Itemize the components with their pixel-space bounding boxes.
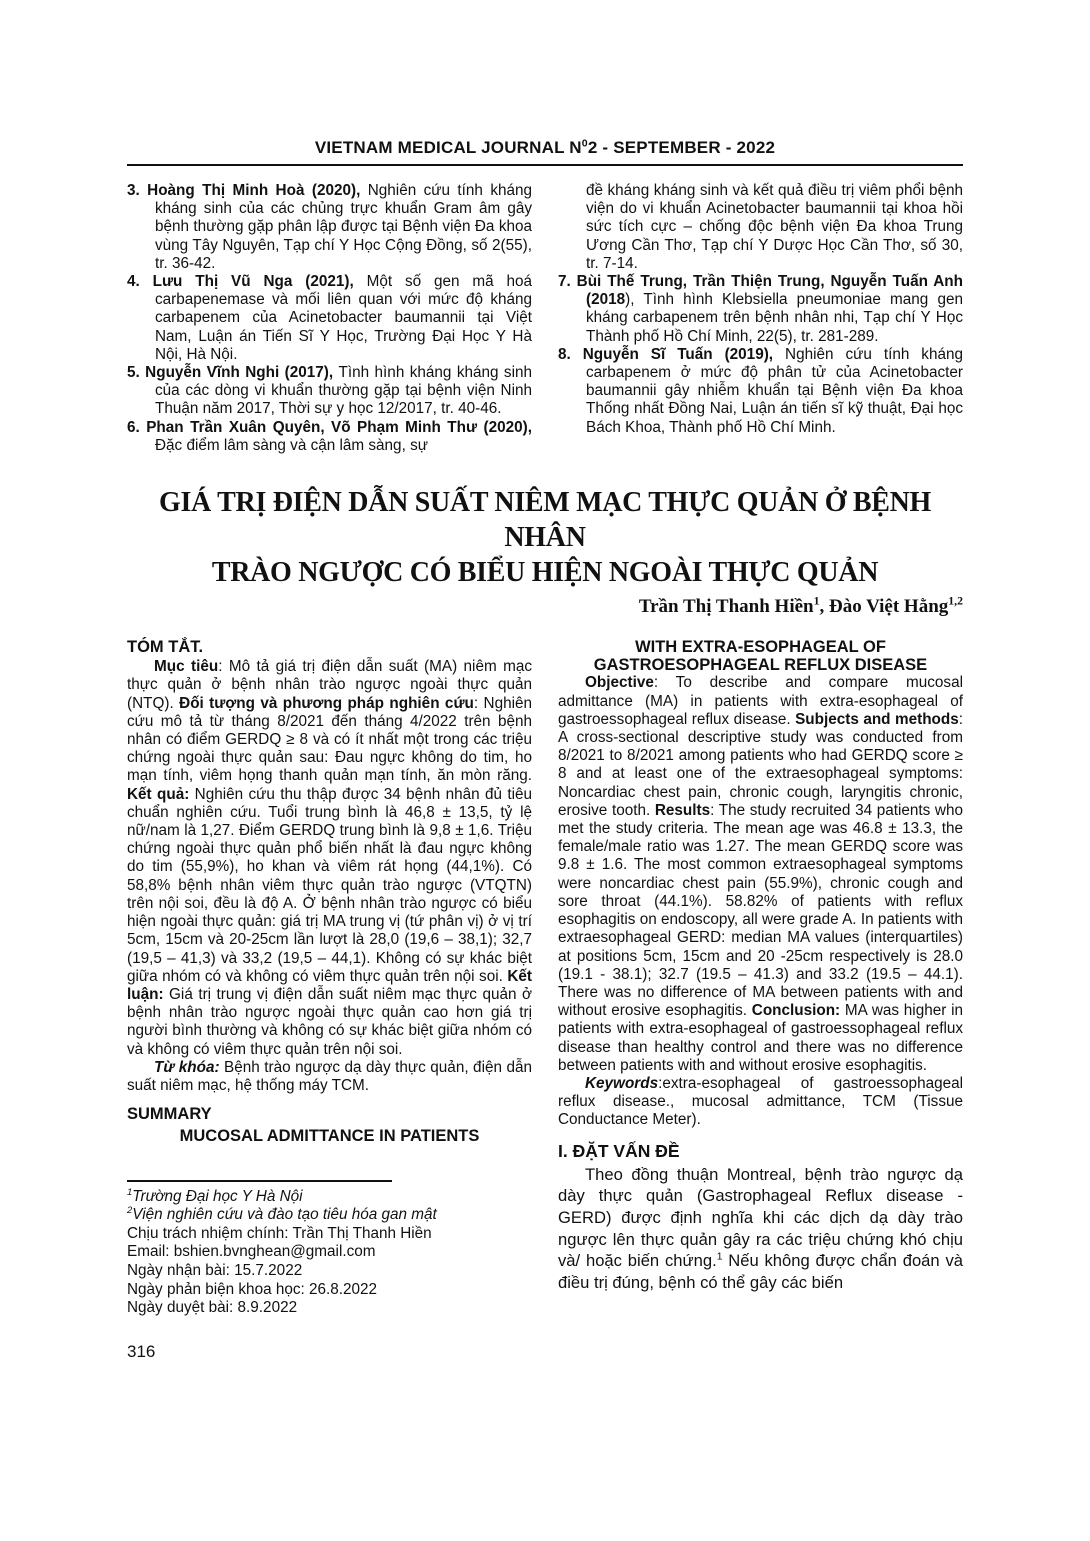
column-right: [558, 638, 963, 1318]
abstract-heading-vi: TÓM TẮT.: [127, 638, 204, 657]
reference-item: 6. Phan Trần Xuân Quyên, Võ Phạm Minh Thư (2020), Đặc điểm lâm sàng và cận lâm sàng, sự: [127, 418, 532, 454]
page-content: [127, 138, 963, 1318]
footnote-block: [127, 1188, 532, 1318]
abstract-body-vi: Mục tiêu: Mô tả giá trị điện dẫn suất (MA) niêm mạc thực quản ở bệnh nhân trào ngược ngoài thực quản (NTQ). Đối tượng và phương pháp nghiên cứu: Nghiên cứu mô tả từ tháng 8/2021 đến tháng 4/2022 trên bệnh nhân có điểm GERDQ ≥ 8 và có ít nhất một trong các triệu chứng ngoài thực quản sau: Đau ngực không do tim, ho mạn tính, viêm họng thanh quản mạn tính, ăn mòn răng. Kết quả: Nghiên cứu thu thập được 34 bệnh nhân đủ tiêu chuẩn nghiên cứu. Tuổi trung bình là 46,8 ± 13,5, tỷ lệ nữ/nam là 1,27. Điểm GERDQ trung bình là 9,8 ± 1,6. Triệu chứng ngoài thực quản phổ biến nhất là đau ngực không do tim (55,9%), ho khan và viêm rát họng (44,1%). Có 58,8% bệnh nhân viêm thực quản trào ngược (VTQTN) trên nội soi, đều là độ A. Ở bệnh nhân trào ngược có biểu hiện ngoài thực quản: giá trị MA trung vị (tứ phân vị) ở vị trí 5cm, 15cm và 20-25cm lần lượt là 28,0 (19,6 – 38,1); 32,7 (19,5 – 41,3) và 33,2 (19,5 – 44,1). Không có sự khác biệt giữa nhóm có và không có viêm thực quản trên nội soi. Kết luận: Giá trị trung vị điện dẫn suất niêm mạc thực quản ở bệnh nhân trào ngược ngoài thực quản cao hơn giá trị người bình thường và không có sự khác biệt giữa nhóm có và không có viêm thực quản trên nội soi.: [127, 658, 533, 1058]
reference-item: 3. Hoàng Thị Minh Hoà (2020), Nghiên cứu tính kháng kháng sinh của các chủng trực khuẩn Gram âm gây bệnh thường gặp phân lập được tại Bệnh viện Đa khoa vùng Tây Nguyên, Tạp chí Y Học Cộng Đồng, số 2(55), tr. 36-42.: [127, 182, 532, 272]
reference-item-continuation: đề kháng kháng sinh và kết quả điều trị viêm phổi bệnh viện do vi khuẩn Acinetobacter baumannii tại khoa hồi sức tích cực – chống độc bệnh viện Đa khoa Trung Ương Cần Thơ, Tạp chí Y Dược Học Cần Thơ, số 30, tr. 7-14.: [586, 182, 963, 272]
english-title-line-3: GASTROESOPHAGEAL REFLUX DISEASE: [593, 656, 928, 675]
journal-header: VIETNAM MEDICAL JOURNAL $N^02$ - SEPTEMBER - 2022: [314, 137, 776, 157]
article-title-line-1: GIÁ TRỊ ĐIỆN DẪN SUẤT NIÊM MẠC THỰC QUẢN Ở BỆNH NHÂN: [158, 487, 932, 554]
reference-item: 5. Nguyễn Vĩnh Nghi (2017), Tình hình kháng kháng sinh của các dòng vi khuẩn thường gặp tại bệnh viện Ninh Thuận năm 2017, Thời sự y học 12/2017, tr. 40-46.: [127, 364, 532, 418]
english-title-line-2: WITH EXTRA-ESOPHAGEAL OF: [635, 638, 886, 657]
reviewed-date-line: Ngày phản biện khoa học: 26.8.2022: [127, 1280, 378, 1298]
corresponding-author-line: Chịu trách nhiệm chính: Trần Thị Thanh Hiền: [127, 1224, 432, 1242]
email-line: Email: bshien.bvnghean@gmail.com: [127, 1243, 376, 1261]
authors-line: Trần Thị Thanh Hiền$^1$, Đào Việt Hằng$^{1,2}$: [638, 594, 963, 618]
article-title-vietnamese: [127, 485, 963, 590]
keywords-en: Keywords:extra-esophageal of gastroessophageal reflux disease., mucosal admittance, TCM (Tissue Conductance Meter).: [558, 1074, 963, 1129]
affiliation-1: $^1$Trường Đại học Y Hà Nội: [127, 1186, 303, 1205]
page-number: 316: [127, 1342, 156, 1361]
abstract-body-en: Objective: To describe and compare mucosal admittance (MA) in patients with extra-esophageal of gastroessophageal reflux disease. Subjects and methods: A cross-sectional descriptive study was conducted from 8/2021 to 8/2021 among patients who had GERDQ score ≥ 8 and at least one of the extraesophageal symptoms: Noncardiac chest pain, chronic cough, laryngitis chronic, erosive tooth. Results: The study recruited 34 patients who met the study criteria. The mean age was 46.8 ± 13.3, the female/male ratio was 1.27. The mean GERDQ score was 9.8 ± 1.6. The most common extraesophageal symptoms were noncardiac chest pain (55.9%), chronic cough and sore throat (44.1%). 58.82% of patients with reflux esophagitis on endoscopy, all were grade A. In patients with extraesophageal GERD: median MA values (interquartiles) at positions 5cm, 15cm and 20 -25cm respectively is 28.0 (19.1 - 38.1); 32.7 (19.5 – 41.3) and 33.2 (19.5 – 44.1). There was no difference of MA between patients with and without erosive esophagitis. Conclusion: MA was higher in patients with extra-esophageal of gastroessophageal reflux disease than healthy control and there was no difference between patients with and without erosive esophagitis.: [558, 674, 964, 1074]
footnote-separator: [127, 1180, 392, 1182]
received-date-line: Ngày nhận bài: 15.7.2022: [127, 1261, 303, 1279]
article-body: [127, 638, 963, 1318]
reference-item: 8. Nguyễn Sĩ Tuấn (2019), Nghiên cứu tính kháng carbapenem ở mức độ phân tử của Acinetobacter baumannii gây nhiễm khuẩn tại Bệnh viện Đa khoa Thống nhất Đồng Nai, Luận án tiến sĩ kỹ thuật, Đại học Bách Khoa, Thành phố Hồ Chí Minh.: [558, 345, 963, 436]
references-column-left: [127, 182, 532, 455]
column-left: [127, 638, 532, 1318]
article-title-line-2: TRÀO NGƯỢC CÓ BIỂU HIỆN NGOÀI THỰC QUẢN: [211, 557, 879, 589]
introduction-heading: I. ĐẶT VẤN ĐỀ: [558, 1140, 680, 1161]
accepted-date-line: Ngày duyệt bài: 8.9.2022: [127, 1299, 298, 1317]
header-rule: [127, 164, 963, 166]
reference-item: 7. Bùi Thế Trung, Trần Thiện Trung, Nguyễn Tuấn Anh (2018), Tình hình Klebsiella pneumoniae mang gen kháng carbapenem trên bệnh nhân nhi, Tạp chí Y Học Thành phố Hồ Chí Minh, 22(5), tr. 281-289.: [558, 273, 963, 345]
summary-heading: SUMMARY: [127, 1105, 212, 1124]
introduction-paragraph: Theo đồng thuận Montreal, bệnh trào ngược dạ dày thực quản (Gastrophageal Reflux disease - GERD) được định nghĩa khi các dịch dạ dày trào ngược lên thực quản gây ra các triệu chứng khó chịu và/ hoặc biến chứng.$^1$ Nếu không được chẩn đoán và điều trị đúng, bệnh có thể gây các biến: [558, 1164, 963, 1292]
references-section: [127, 182, 963, 455]
reference-item: 4. Lưu Thị Vũ Nga (2021), Một số gen mã hoá carbapenemase và mối liên quan với mức độ kháng carbapenem của Acinetobacter baumannii tại Việt Nam, Luận án Tiến Sĩ Y Học, Trường Đại Học Y Hà Nội, Hà Nội.: [127, 273, 532, 363]
references-column-right: [558, 182, 963, 455]
keywords-vi: Từ khóa: Bệnh trào ngược dạ dày thực quản, điện dẫn suất niêm mạc, hệ thống máy TCM.: [127, 1058, 532, 1094]
english-title-line-1: MUCOSAL ADMITTANCE IN PATIENTS: [179, 1127, 480, 1146]
affiliation-2: $^2$Viện nghiên cứu và đào tạo tiêu hóa gan mật: [127, 1205, 437, 1224]
